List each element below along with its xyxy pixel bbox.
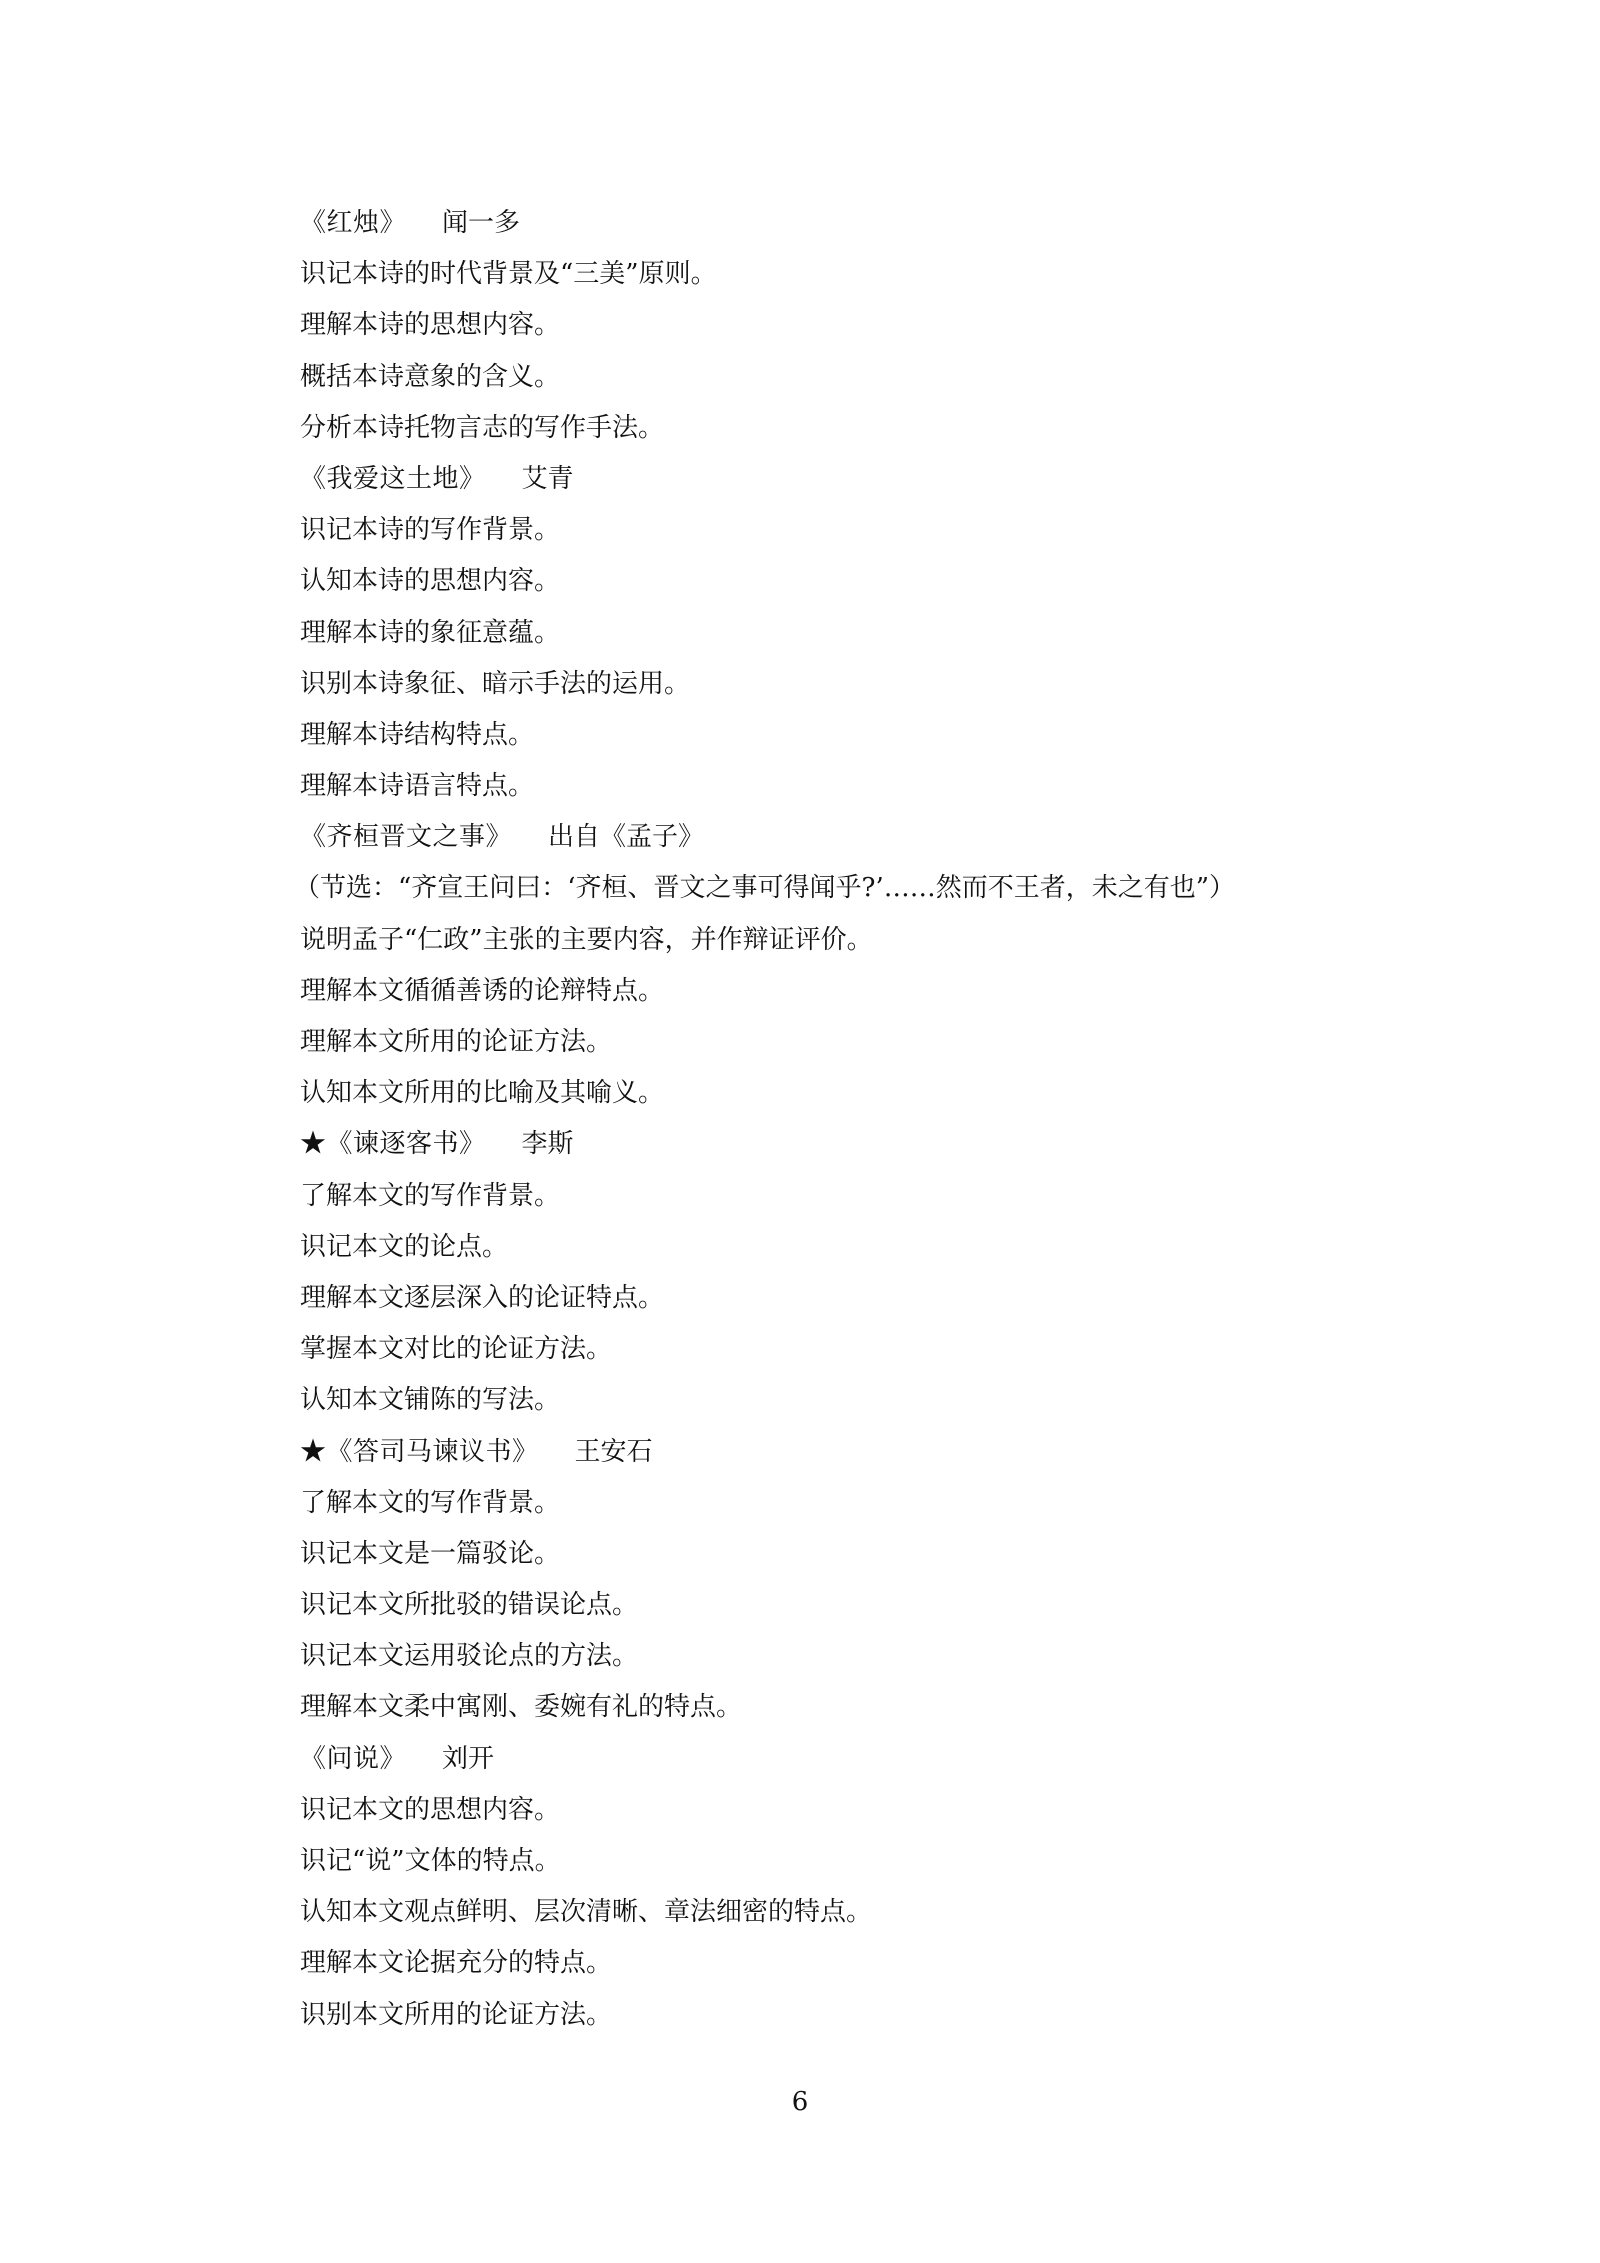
objective-item: 概括本诗意象的含义。 <box>300 361 561 392</box>
section-title: 《问说》 <box>300 1743 407 1774</box>
objective-item: 认知本文铺陈的写法。 <box>300 1385 561 1416</box>
objective-item: 理解本文论据充分的特点。 <box>300 1948 613 1979</box>
objective-item: 识记本诗的写作背景。 <box>300 515 561 546</box>
objective-item: 理解本文循循善诱的论辩特点。 <box>300 975 665 1006</box>
objective-item: 理解本诗结构特点。 <box>300 719 535 750</box>
section-heading <box>300 454 1480 505</box>
objective-item: 理解本文柔中寓刚、委婉有礼的特点。 <box>300 1692 743 1723</box>
section-author: 李斯 <box>521 1129 574 1160</box>
section-note: （节选：“齐宣王问曰：‘齐桓、晋文之事可得闻乎?’……然而不王者，未之有也”） <box>294 873 1236 904</box>
objective-item: 认知本诗的思想内容。 <box>300 566 561 597</box>
objective-item: 理解本文逐层深入的论证特点。 <box>300 1282 665 1313</box>
objective-item: 了解本文的写作背景。 <box>300 1487 561 1518</box>
section-heading <box>300 812 1480 863</box>
section-heading <box>300 1119 1480 1170</box>
section-author: 闻一多 <box>442 208 521 238</box>
objective-item: 识记本文的论点。 <box>300 1231 509 1262</box>
objective-item: 掌握本文对比的论证方法。 <box>300 1334 613 1365</box>
section-title: 《齐桓晋文之事》 <box>300 822 513 853</box>
section-heading <box>300 1427 1480 1478</box>
objective-item: 识记本文的思想内容。 <box>300 1794 561 1825</box>
page-number: 6 <box>791 2087 809 2117</box>
document-body <box>294 198 1480 2041</box>
objective-item: 理解本诗的思想内容。 <box>300 310 561 341</box>
section-title: 《我爱这土地》 <box>300 463 486 494</box>
objective-item: 说明孟子“仁政”主张的主要内容，并作辩证评价。 <box>300 924 873 955</box>
objective-item: 识记本文是一篇驳论。 <box>300 1538 561 1569</box>
section-author: 艾青 <box>521 463 574 494</box>
objective-item: 认知本文观点鲜明、层次清晰、章法细密的特点。 <box>300 1897 873 1928</box>
section-title: ★《谏逐客书》 <box>300 1129 486 1160</box>
section-heading <box>300 198 1480 249</box>
objective-item: 识别本诗象征、暗示手法的运用。 <box>300 668 691 699</box>
section-author: 王安石 <box>574 1436 653 1467</box>
section-title: 《红烛》 <box>300 208 407 238</box>
objective-item: 理解本诗语言特点。 <box>300 771 535 802</box>
objective-item: 理解本诗的象征意蕴。 <box>300 617 561 648</box>
objective-item: 识记本诗的时代背景及“三美”原则。 <box>300 259 717 290</box>
objective-item: 了解本文的写作背景。 <box>300 1180 561 1211</box>
section-title: ★《答司马谏议书》 <box>300 1436 539 1467</box>
section-author: 出自《孟子》 <box>548 822 705 853</box>
objective-item: 识记“说”文体的特点。 <box>300 1846 561 1876</box>
objective-item: 分析本诗托物言志的写作手法。 <box>300 412 665 443</box>
objective-item: 认知本文所用的比喻及其喻义。 <box>300 1078 665 1109</box>
section-author: 刘开 <box>442 1743 495 1774</box>
objective-item: 识记本文所批驳的错误论点。 <box>300 1590 639 1621</box>
section-heading <box>300 1734 1480 1785</box>
objective-item: 理解本文所用的论证方法。 <box>300 1027 613 1057</box>
objective-item: 识记本文运用驳论点的方法。 <box>300 1641 639 1672</box>
objective-item: 识别本文所用的论证方法。 <box>300 1999 613 2030</box>
